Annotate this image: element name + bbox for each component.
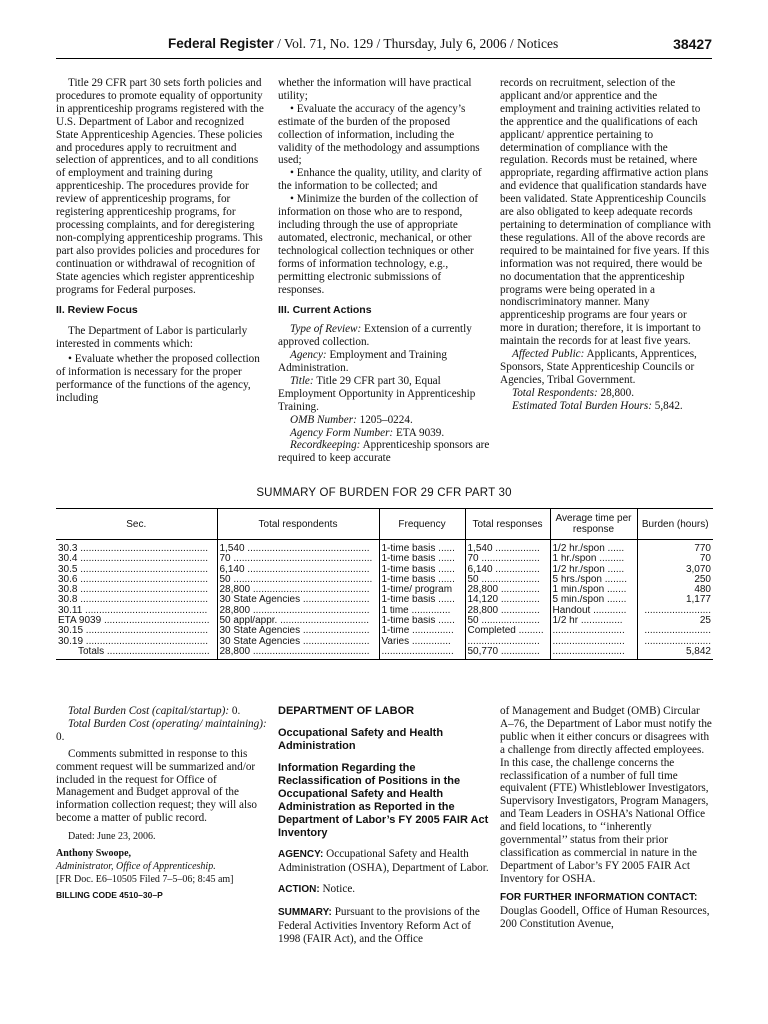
- paragraph: The Department of Labor is particularly interested in comments which:: [56, 325, 248, 351]
- header-rule: [56, 58, 712, 59]
- bullet-item: • Minimize the burden of the collection of information on those who are to respond, including through the use of appropriate automated, electronic, mechanical, or other technological collection techniques or other forms of information technology, e.g., permitting electronic submissions of responses.: [278, 193, 479, 296]
- table-cell: 1,177: [637, 595, 713, 605]
- field-cost-capital: Total Burden Cost (capital/startup): 0.: [68, 705, 241, 717]
- table-cell: 1 time ..............: [379, 606, 465, 616]
- table-cell: Completed .........: [465, 626, 550, 636]
- table-row: [56, 585, 713, 595]
- table-cell: 1/2 hr./spon ......: [550, 540, 637, 555]
- page-header: [0, 36, 768, 62]
- table-row: [56, 616, 713, 626]
- department-heading: DEPARTMENT OF LABOR: [278, 705, 415, 717]
- burden-summary-table: [56, 508, 713, 660]
- journal-name: Federal Register: [168, 36, 274, 51]
- field-form: Agency Form Number: ETA 9039.: [290, 426, 445, 439]
- table-cell: 14,120 ..............: [465, 595, 550, 605]
- table-cell: 3,070: [637, 565, 713, 575]
- table-cell: ..........................: [465, 637, 550, 647]
- agency-heading: Occupational Safety and Health Administration: [278, 727, 444, 752]
- table-cell: 30.3 ..............................................: [58, 543, 209, 554]
- field-summary: SUMMARY: Pursuant to the provisions of the Federal Activities Inventory Reform Act of 1998 (FAIR Act), and the Office: [278, 905, 480, 945]
- table-cell: 50 ..................................................: [217, 575, 379, 585]
- table-cell: 50,770 ..............: [465, 647, 550, 660]
- table-cell: 6,140 ................: [465, 565, 550, 575]
- table-cell: ........................: [637, 626, 713, 636]
- table-cell: 250: [637, 575, 713, 585]
- bottom-column-1: [56, 705, 268, 902]
- table-row: [56, 647, 713, 660]
- column-3: [500, 77, 712, 413]
- field-agency: AGENCY: Occupational Safety and Health Administration (OSHA), Department of Labor.: [278, 848, 489, 874]
- field-total-respondents: Total Respondents: 28,800.: [512, 386, 635, 399]
- contact-text: Douglas Goodell, Office of Human Resources, 200 Constitution Avenue,: [500, 904, 710, 930]
- column-1: [56, 77, 268, 405]
- field-recordkeeping: Recordkeeping: Apprenticeship sponsors are required to keep accurate: [278, 439, 490, 465]
- table-title: SUMMARY OF BURDEN FOR 29 CFR PART 30: [256, 487, 512, 499]
- table-cell: 30 State Agencies ........................: [217, 595, 379, 605]
- field-review: Type of Review: Extension of a currently approved collection.: [278, 323, 472, 349]
- column-header: Burden (hours): [637, 509, 713, 540]
- table-header-row: [56, 509, 713, 540]
- field-title: Title: Title 29 CFR part 30, Equal Employment Opportunity in Apprenticeship Training.: [278, 374, 476, 413]
- table-cell: 28,800 ..............: [465, 585, 550, 595]
- table-cell: 30.8 ..............................................: [58, 585, 209, 596]
- table-cell: 1-time basis ......: [379, 565, 465, 575]
- table-cell: 1-time basis ......: [379, 554, 465, 564]
- field-agency: Agency: Employment and Training Administration.: [278, 349, 447, 375]
- page-number: 38427: [673, 36, 712, 52]
- paragraph: records on recruitment, selection of the applicant and/or apprentice and the employment and training activities related to the apprentice and the qualifications of each applicant/ apprentice pertaining to determination of compliance with the regulation. Records must be retained, where appropriate, regarding affirmative action plans and evidence that qualification standards have been validated. State Apprenticeship Councils are also obligated to keep adequate records pertaining to determination of compliance with these regulations. All of the above records are required to be maintained for five years. If this information was not required, there would be no documentation that the apprenticeship programs were being operated in a nondiscriminatory manner. Many apprenticeship programs are four years or more in duration; therefore, it is important to maintain the records for at least five years.: [500, 77, 711, 348]
- paragraph: of Management and Budget (OMB) Circular A–76, the Department of Labor must notify the public when it either concurs or disagrees with a challenge from directly affected employees. In this case, the challenge concerns the reclassification of a number of full time equivalent (FTE) Whistleblower Investigators, Supervisory Investigators, Program Managers, and Team Leaders in OSHA’s National Office and field locations, to ‘‘inherently governmental’’ status from their prior classification as commercial in nature in the Department of Labor’s FY 2005 FAIR Act Inventory for OSHA.: [500, 705, 712, 885]
- table-cell: 28,800 ..............: [465, 606, 550, 616]
- table-cell: 770: [637, 540, 713, 555]
- table-cell: 28,800 ..........................................: [217, 606, 379, 616]
- table-cell: ........................: [637, 606, 713, 616]
- field-burden-hours: Estimated Total Burden Hours: 5,842.: [512, 399, 683, 412]
- table-cell: 30.6 ..............................................: [58, 574, 209, 585]
- column-header: Total responses: [465, 509, 550, 540]
- bullet-item: • Enhance the quality, utility, and clarity of the information to be collected; and: [278, 167, 482, 193]
- field-cost-operating: Total Burden Cost (operating/ maintaining): 0.: [56, 717, 267, 743]
- table-cell: 6,140 ............................................: [217, 565, 379, 575]
- contact-heading: FOR FURTHER INFORMATION CONTACT:: [500, 891, 698, 903]
- table-cell: 1 hr./spon .........: [550, 554, 637, 564]
- table-cell: 30.15 ............................................: [58, 626, 209, 637]
- signer-name: Anthony Swoope,: [56, 848, 132, 860]
- table-cell: 28,800 ..........................................: [217, 647, 379, 660]
- running-head: [168, 36, 558, 52]
- notice-title: Information Regarding the Reclassification of Positions in the Occupational Safety and Health Administration as Reported in the Department of Labor’s FY 2005 FAIR Act Inventory: [278, 762, 489, 839]
- table-cell: ..........................: [379, 647, 465, 660]
- table-row: [56, 554, 713, 564]
- table-cell: 30.5 ..............................................: [58, 564, 209, 575]
- table-cell: 1-time basis ......: [379, 540, 465, 555]
- field-action: ACTION: Notice.: [278, 882, 356, 895]
- table-row: [56, 575, 713, 585]
- table-cell: 30.4 ..............................................: [58, 554, 209, 565]
- table-row: [56, 626, 713, 636]
- column-header: Sec.: [56, 509, 217, 540]
- field-omb: OMB Number: 1205–0224.: [290, 413, 413, 426]
- column-header: Frequency: [379, 509, 465, 540]
- bullet-item: • Evaluate whether the proposed collection of information is necessary for the proper performance of the functions of the agency, including: [56, 353, 260, 404]
- bottom-column-2: [278, 705, 490, 945]
- table-cell: ..........................: [550, 626, 637, 636]
- table-cell: 70: [637, 554, 713, 564]
- table-row: [56, 606, 713, 616]
- table-row: [56, 565, 713, 575]
- bottom-column-3: [500, 705, 712, 930]
- table-cell: Varies ..............: [379, 637, 465, 647]
- table-body: [56, 540, 713, 660]
- table-cell: ..........................: [550, 637, 637, 647]
- table-row: [56, 540, 713, 555]
- table-cell: 5,842: [637, 647, 713, 660]
- section-heading: III. Current Actions: [278, 304, 372, 317]
- table-cell: 28,800 ..........................................: [217, 585, 379, 595]
- table-row: [56, 637, 713, 647]
- table-cell: 1-time basis ......: [379, 616, 465, 626]
- table-cell: ..........................: [550, 647, 637, 660]
- signer-title: Administrator, Office of Apprenticeship.: [56, 860, 216, 872]
- table-cell: 1-time basis ......: [379, 595, 465, 605]
- column-2: [278, 77, 490, 465]
- table-cell: ETA 9039 ......................................: [58, 616, 210, 627]
- table-cell: ........................: [637, 637, 713, 647]
- table-cell: 1 min./spon .......: [550, 585, 637, 595]
- paragraph: Title 29 CFR part 30 sets forth policies and procedures to promote equality of opportunity in apprenticeship programs registered with the U.S. Department of Labor and recognized State Apprenticeship Agencies. These policies and procedures apply to recruitment and selection of apprentices, and to all conditions of employment and training during apprenticeship. The procedures provide for review of apprenticeship programs, for registering apprenticeship programs, for processing complaints, and for deregistering non-complying apprenticeship programs. This part also provides policies and procedures for continuation or withdrawal of recognition of State agencies which register apprenticeship programs for Federal purposes.: [56, 77, 264, 296]
- table-cell: 1,540 ............................................: [217, 540, 379, 555]
- table-cell: 5 hrs./spon ........: [550, 575, 637, 585]
- table-cell: 5 min./spon .......: [550, 595, 637, 605]
- column-header: Total respondents: [217, 509, 379, 540]
- table-cell: 30.11 ............................................: [58, 605, 208, 616]
- table-cell: 1,540 ................: [465, 540, 550, 555]
- table-cell: 1-time basis ......: [379, 575, 465, 585]
- table-cell: 1/2 hr ...............: [550, 616, 637, 626]
- table-cell: 70 ..................................................: [217, 554, 379, 564]
- table-cell: 50 .....................: [465, 616, 550, 626]
- table-cell: Totals .....................................: [56, 647, 217, 660]
- table-row: [56, 595, 713, 605]
- table-cell: 30.8 ..............................................: [58, 595, 209, 606]
- table-cell: 25: [637, 616, 713, 626]
- paragraph: Comments submitted in response to this comment request will be summarized and/or included in the request for Office of Management and Budget approval of the information collection request; they will also become a matter of public record.: [56, 747, 258, 825]
- fr-doc-line: [FR Doc. E6–10505 Filed 7–5–06; 8:45 am]: [56, 873, 234, 885]
- table-cell: 30 State Agencies ........................: [217, 637, 379, 647]
- dated-line: Dated: June 23, 2006.: [68, 831, 156, 843]
- table-cell: 50 .....................: [465, 575, 550, 585]
- table-cell: 1-time ...............: [379, 626, 465, 636]
- table-cell: 50 appl/appr. ................................: [217, 616, 379, 626]
- table-cell: 1-time/ program: [379, 585, 465, 595]
- section-heading: II. Review Focus: [56, 304, 138, 317]
- table-cell: 30 State Agencies ........................: [217, 626, 379, 636]
- column-header: Average time per response: [550, 509, 637, 540]
- table-cell: Handout ............: [550, 606, 637, 616]
- field-affected-public: Affected Public: Applicants, Apprentices, Sponsors, State Apprenticeship Councils or Agencies, Tribal Government.: [500, 348, 697, 386]
- table-cell: 1/2 hr./spon ......: [550, 565, 637, 575]
- paragraph: whether the information will have practical utility;: [278, 77, 472, 102]
- bullet-item: • Evaluate the accuracy of the agency’s estimate of the burden of the proposed collection of information, including the validity of the methodology and assumptions used;: [278, 102, 480, 167]
- table-cell: 30.19 ............................................: [58, 636, 209, 647]
- table-cell: 480: [637, 585, 713, 595]
- issue-meta: / Vol. 71, No. 129 / Thursday, July 6, 2006 / Notices: [273, 36, 559, 51]
- table-cell: 70 .....................: [465, 554, 550, 564]
- billing-code: BILLING CODE 4510–30–P: [56, 889, 163, 900]
